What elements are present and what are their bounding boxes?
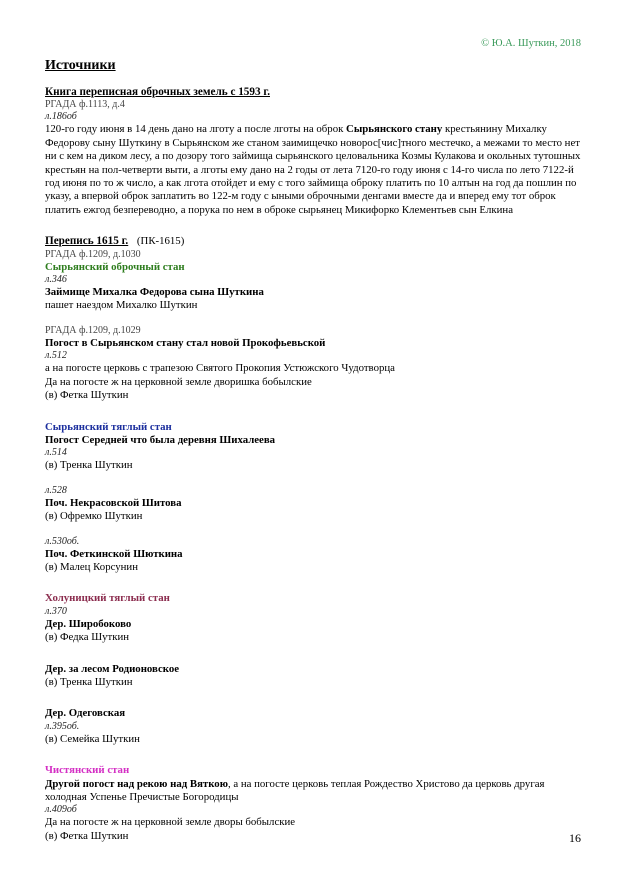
folio-ref: л.186об xyxy=(45,111,77,123)
text-emphasis: Сырьянского стану xyxy=(346,123,443,136)
person-entry: (в) Тренка Шуткин xyxy=(45,459,133,472)
document-body xyxy=(45,86,585,843)
copyright-notice: © Ю.А. Шуткин, 2018 xyxy=(481,38,581,49)
source-1615-tag: (ПК-1615) xyxy=(136,235,185,248)
place-name: Поч. Некрасовской Шитова xyxy=(45,496,182,509)
person-entry: (в) Федка Шуткин xyxy=(45,631,130,644)
place-description xyxy=(45,778,585,805)
place-name: Погост Середней что была деревня Шихалеева xyxy=(45,433,276,446)
person-entry: (в) Фетка Шуткин xyxy=(45,389,129,402)
source-1615-title: Перепись 1615 г. xyxy=(45,235,129,248)
folio-ref: л.530об. xyxy=(45,535,80,547)
folio-ref: л.514 xyxy=(45,447,67,459)
source-1615-heading xyxy=(45,235,585,248)
page-number: 16 xyxy=(569,831,581,845)
source-1593-text xyxy=(45,123,585,217)
stan-heading-kholunitsky: Холуницкий тяглый стан xyxy=(45,592,170,605)
entry-line: Да на погосте ж на церковной земле дворишка бобылские xyxy=(45,375,312,388)
person-entry: (в) Малец Корсунин xyxy=(45,560,138,573)
page-title: Источники xyxy=(45,58,116,73)
entry-note: пашет наездом Михалко Шуткин xyxy=(45,299,198,312)
stan-heading-syryansky-obrochny: Сырьянский оброчный стан xyxy=(45,260,185,273)
source-1593 xyxy=(45,86,585,217)
archive-ref: РГАДА ф.1113, д.4 xyxy=(45,99,125,111)
place-name: Поч. Феткинской Шюткина xyxy=(45,547,183,560)
person-entry: (в) Тренка Шуткин xyxy=(45,675,133,688)
text-segment: крестьянину Михалку Федорову сыну Шуткину в Сырьянском же станом заимищечко новорос[чис]тного местечко, а межами то место нет ни с кем на диком лесу, а по дозору того займища сырьянского целовальника Козмы Кулакова и окольных тутошных крестьян на пол-четверти выти, а лготы ему дано на 2 годы от лета 7120-го году июня с 14-го числа по лето 7122-й год июня по то ж число, а как лгота отойдет и ему с того займища оброку платить по 10 алтын на год да пошлин по указу, а впервой оброк заплатить во 122-м году с ыными оброчными денгами вместе да и вперед ему тот оброк платить ежгод безпереводно, а порука по нем в оброке сырьянец Микифорко Клементьев сын Елкина xyxy=(45,123,581,216)
place-name: Займище Михалка Федорова сына Шуткина xyxy=(45,286,264,299)
archive-ref: РГАДА ф.1209, д.1029 xyxy=(45,324,141,336)
source-1593-title: Книга переписная оброчных земель с 1593 г. xyxy=(45,86,270,98)
folio-ref: л.512 xyxy=(45,350,67,362)
place-name: Дер. Одеговская xyxy=(45,707,126,720)
entry-line: а на погосте церковь с трапезою Святого Прокопия Устюжского Чудотворца xyxy=(45,362,395,375)
text-segment: 120-го году июня в 14 день дано на лготу а после лготы на оброк xyxy=(45,123,347,136)
source-1615 xyxy=(45,235,585,843)
place-name: Погост в Сырьянском стану стал новой Прокофьевьской xyxy=(45,336,326,349)
archive-ref: РГАДА ф.1209, д.1030 xyxy=(45,248,141,260)
stan-heading-syryansky-tyagly: Сырьянский тяглый стан xyxy=(45,420,172,433)
person-entry: (в) Фетка Шуткин xyxy=(45,829,129,842)
text-segment: , а на погосте церковь теплая Рождество Христово да церковь другая холодная Успенье Пречистые Богородицы xyxy=(45,777,545,803)
folio-ref: л.409об xyxy=(45,804,77,816)
folio-ref: л.370 xyxy=(45,605,67,617)
person-entry: (в) Офремко Шуткин xyxy=(45,510,143,523)
entry-line: Да на погосте ж на церковной земле дворы бобылские xyxy=(45,816,296,829)
place-name: Другой погост над рекою над Вяткою xyxy=(45,777,228,790)
place-name: Дер. за лесом Родионовское xyxy=(45,662,180,675)
stan-heading-chistyansky: Чистянский стан xyxy=(45,764,130,777)
folio-ref: л.528 xyxy=(45,484,67,496)
folio-ref: л.395об. xyxy=(45,720,80,732)
place-name: Дер. Широбоково xyxy=(45,617,132,630)
person-entry: (в) Семейка Шуткин xyxy=(45,732,140,745)
folio-ref: л.346 xyxy=(45,274,67,286)
